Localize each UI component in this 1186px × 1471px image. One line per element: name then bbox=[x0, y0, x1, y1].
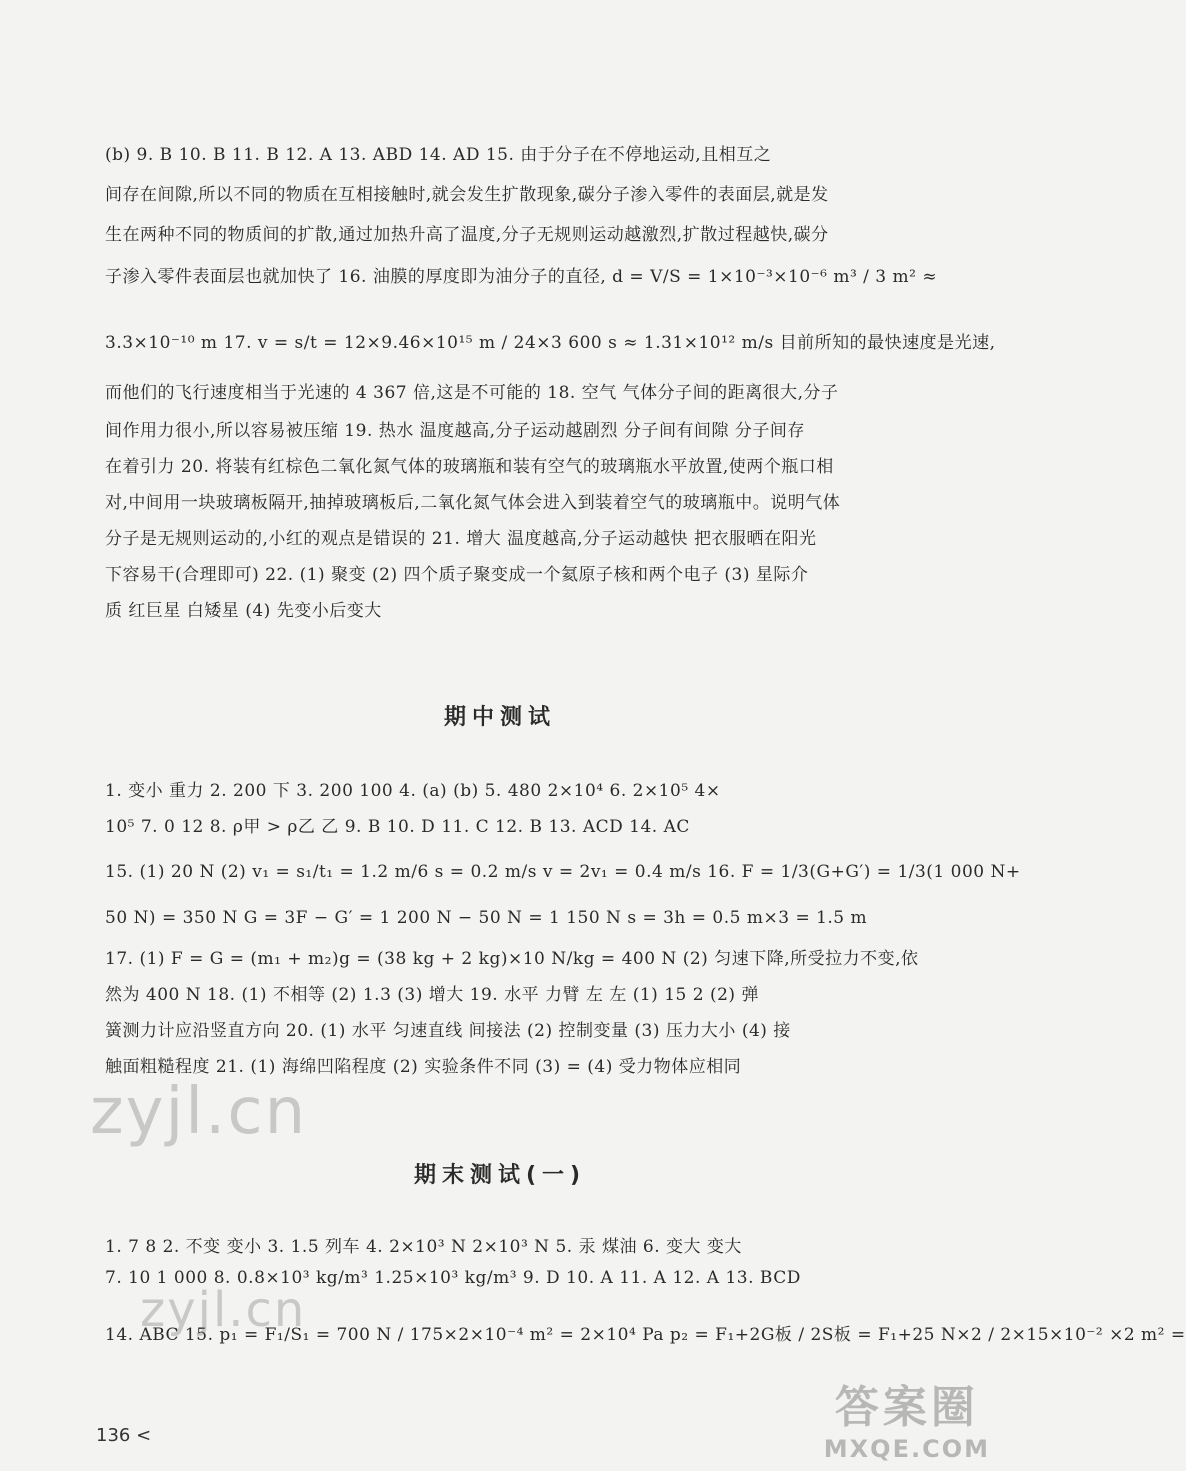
text-line: 3.3×10⁻¹⁰ m 17. v = s/t = 12×9.46×10¹⁵ m / 24×3 600 s ≈ 1.31×10¹² m/s 目前所知的最快速度是光速, bbox=[105, 333, 996, 353]
text-line: 10⁵ 7. 0 12 8. ρ甲 > ρ乙 乙 9. B 10. D 11. C 12. B 13. ACD 14. AC bbox=[105, 817, 690, 837]
text-line: 17. (1) F = G = (m₁ + m₂)g = (38 kg + 2 kg)×10 N/kg = 400 N (2) 匀速下降,所受拉力不变,依 bbox=[105, 949, 919, 969]
text-line: 15. (1) 20 N (2) v₁ = s₁/t₁ = 1.2 m/6 s = 0.2 m/s v = 2v₁ = 0.4 m/s 16. F = 1/3(G+G′) = 1/3(1 000 N+ bbox=[105, 862, 1021, 882]
text-line: 触面粗糙程度 21. (1) 海绵凹陷程度 (2) 实验条件不同 (3) = (4) 受力物体应相同 bbox=[105, 1057, 742, 1077]
text-line: 在着引力 20. 将装有红棕色二氧化氮气体的玻璃瓶和装有空气的玻璃瓶水平放置,使两个瓶口相 bbox=[105, 457, 834, 477]
text-line: 然为 400 N 18. (1) 不相等 (2) 1.3 (3) 增大 19. 水平 力臂 左 左 (1) 15 2 (2) 弹 bbox=[105, 985, 759, 1005]
text-line: 子渗入零件表面层也就加快了 16. 油膜的厚度即为油分子的直径, d = V/S = 1×10⁻³×10⁻⁶ m³ / 3 m² ≈ bbox=[105, 267, 938, 287]
text-line: 间作用力很小,所以容易被压缩 19. 热水 温度越高,分子运动越剧烈 分子间有间隙 分子间存 bbox=[105, 421, 805, 441]
section-title-final1: 期末测试(一) bbox=[413, 1163, 587, 1188]
page-number-text: 136 bbox=[96, 1425, 131, 1446]
text-line: 50 N) = 350 N G = 3F − G′ = 1 200 N − 50 N = 1 150 N s = 3h = 0.5 m×3 = 1.5 m bbox=[105, 908, 868, 928]
corner-watermark-url: MXQE.COM bbox=[823, 1435, 990, 1463]
corner-watermark bbox=[824, 1371, 990, 1463]
text-line: 14. ABC 15. p₁ = F₁/S₁ = 700 N / 175×2×10⁻⁴ m² = 2×10⁴ Pa p₂ = F₁+2G板 / 2S板 = F₁+25 N×2 / 2×15×10⁻² ×2 m² = bbox=[105, 1325, 1186, 1345]
text-line: 生在两种不同的物质间的扩散,通过加热升高了温度,分子无规则运动越激烈,扩散过程越快,碳分 bbox=[105, 225, 829, 245]
text-line: 间存在间隙,所以不同的物质在互相接触时,就会发生扩散现象,碳分子渗入零件的表面层,就是发 bbox=[105, 185, 829, 205]
text-line: 而他们的飞行速度相当于光速的 4 367 倍,这是不可能的 18. 空气 气体分子间的距离很大,分子 bbox=[105, 383, 839, 403]
text-line: 簧测力计应沿竖直方向 20. (1) 水平 匀速直线 间接法 (2) 控制变量 (3) 压力大小 (4) 接 bbox=[105, 1021, 791, 1041]
text-line: 1. 7 8 2. 不变 变小 3. 1.5 列车 4. 2×10³ N 2×10³ N 5. 汞 煤油 6. 变大 变大 bbox=[105, 1237, 742, 1257]
text-line: 分子是无规则运动的,小红的观点是错误的 21. 增大 温度越高,分子运动越快 把衣服晒在阳光 bbox=[105, 529, 817, 549]
chevron-left-icon: < bbox=[136, 1425, 152, 1446]
section-title-midterm: 期中测试 bbox=[443, 705, 556, 730]
text-line: 7. 10 1 000 8. 0.8×10³ kg/m³ 1.25×10³ kg/m³ 9. D 10. A 11. A 12. A 13. BCD bbox=[105, 1268, 801, 1288]
corner-watermark-title: 答案圈 bbox=[834, 1382, 979, 1433]
page-number bbox=[96, 1425, 151, 1446]
text-line: 对,中间用一块玻璃板隔开,抽掉玻璃板后,二氧化氮气体会进入到装着空气的玻璃瓶中。说明气体 bbox=[105, 493, 841, 513]
text-line: 下容易干(合理即可) 22. (1) 聚变 (2) 四个质子聚变成一个氦原子核和两个电子 (3) 星际介 bbox=[105, 565, 809, 585]
watermark: zyjl.cn bbox=[140, 1282, 307, 1338]
text-line: 质 红巨星 白矮星 (4) 先变小后变大 bbox=[105, 601, 382, 621]
watermark: zyjl.cn bbox=[90, 1075, 308, 1149]
text-line: 1. 变小 重力 2. 200 下 3. 200 100 4. (a) (b) 5. 480 2×10⁴ 6. 2×10⁵ 4× bbox=[105, 781, 721, 801]
text-line: (b) 9. B 10. B 11. B 12. A 13. ABD 14. AD 15. 由于分子在不停地运动,且相互之 bbox=[105, 145, 772, 165]
